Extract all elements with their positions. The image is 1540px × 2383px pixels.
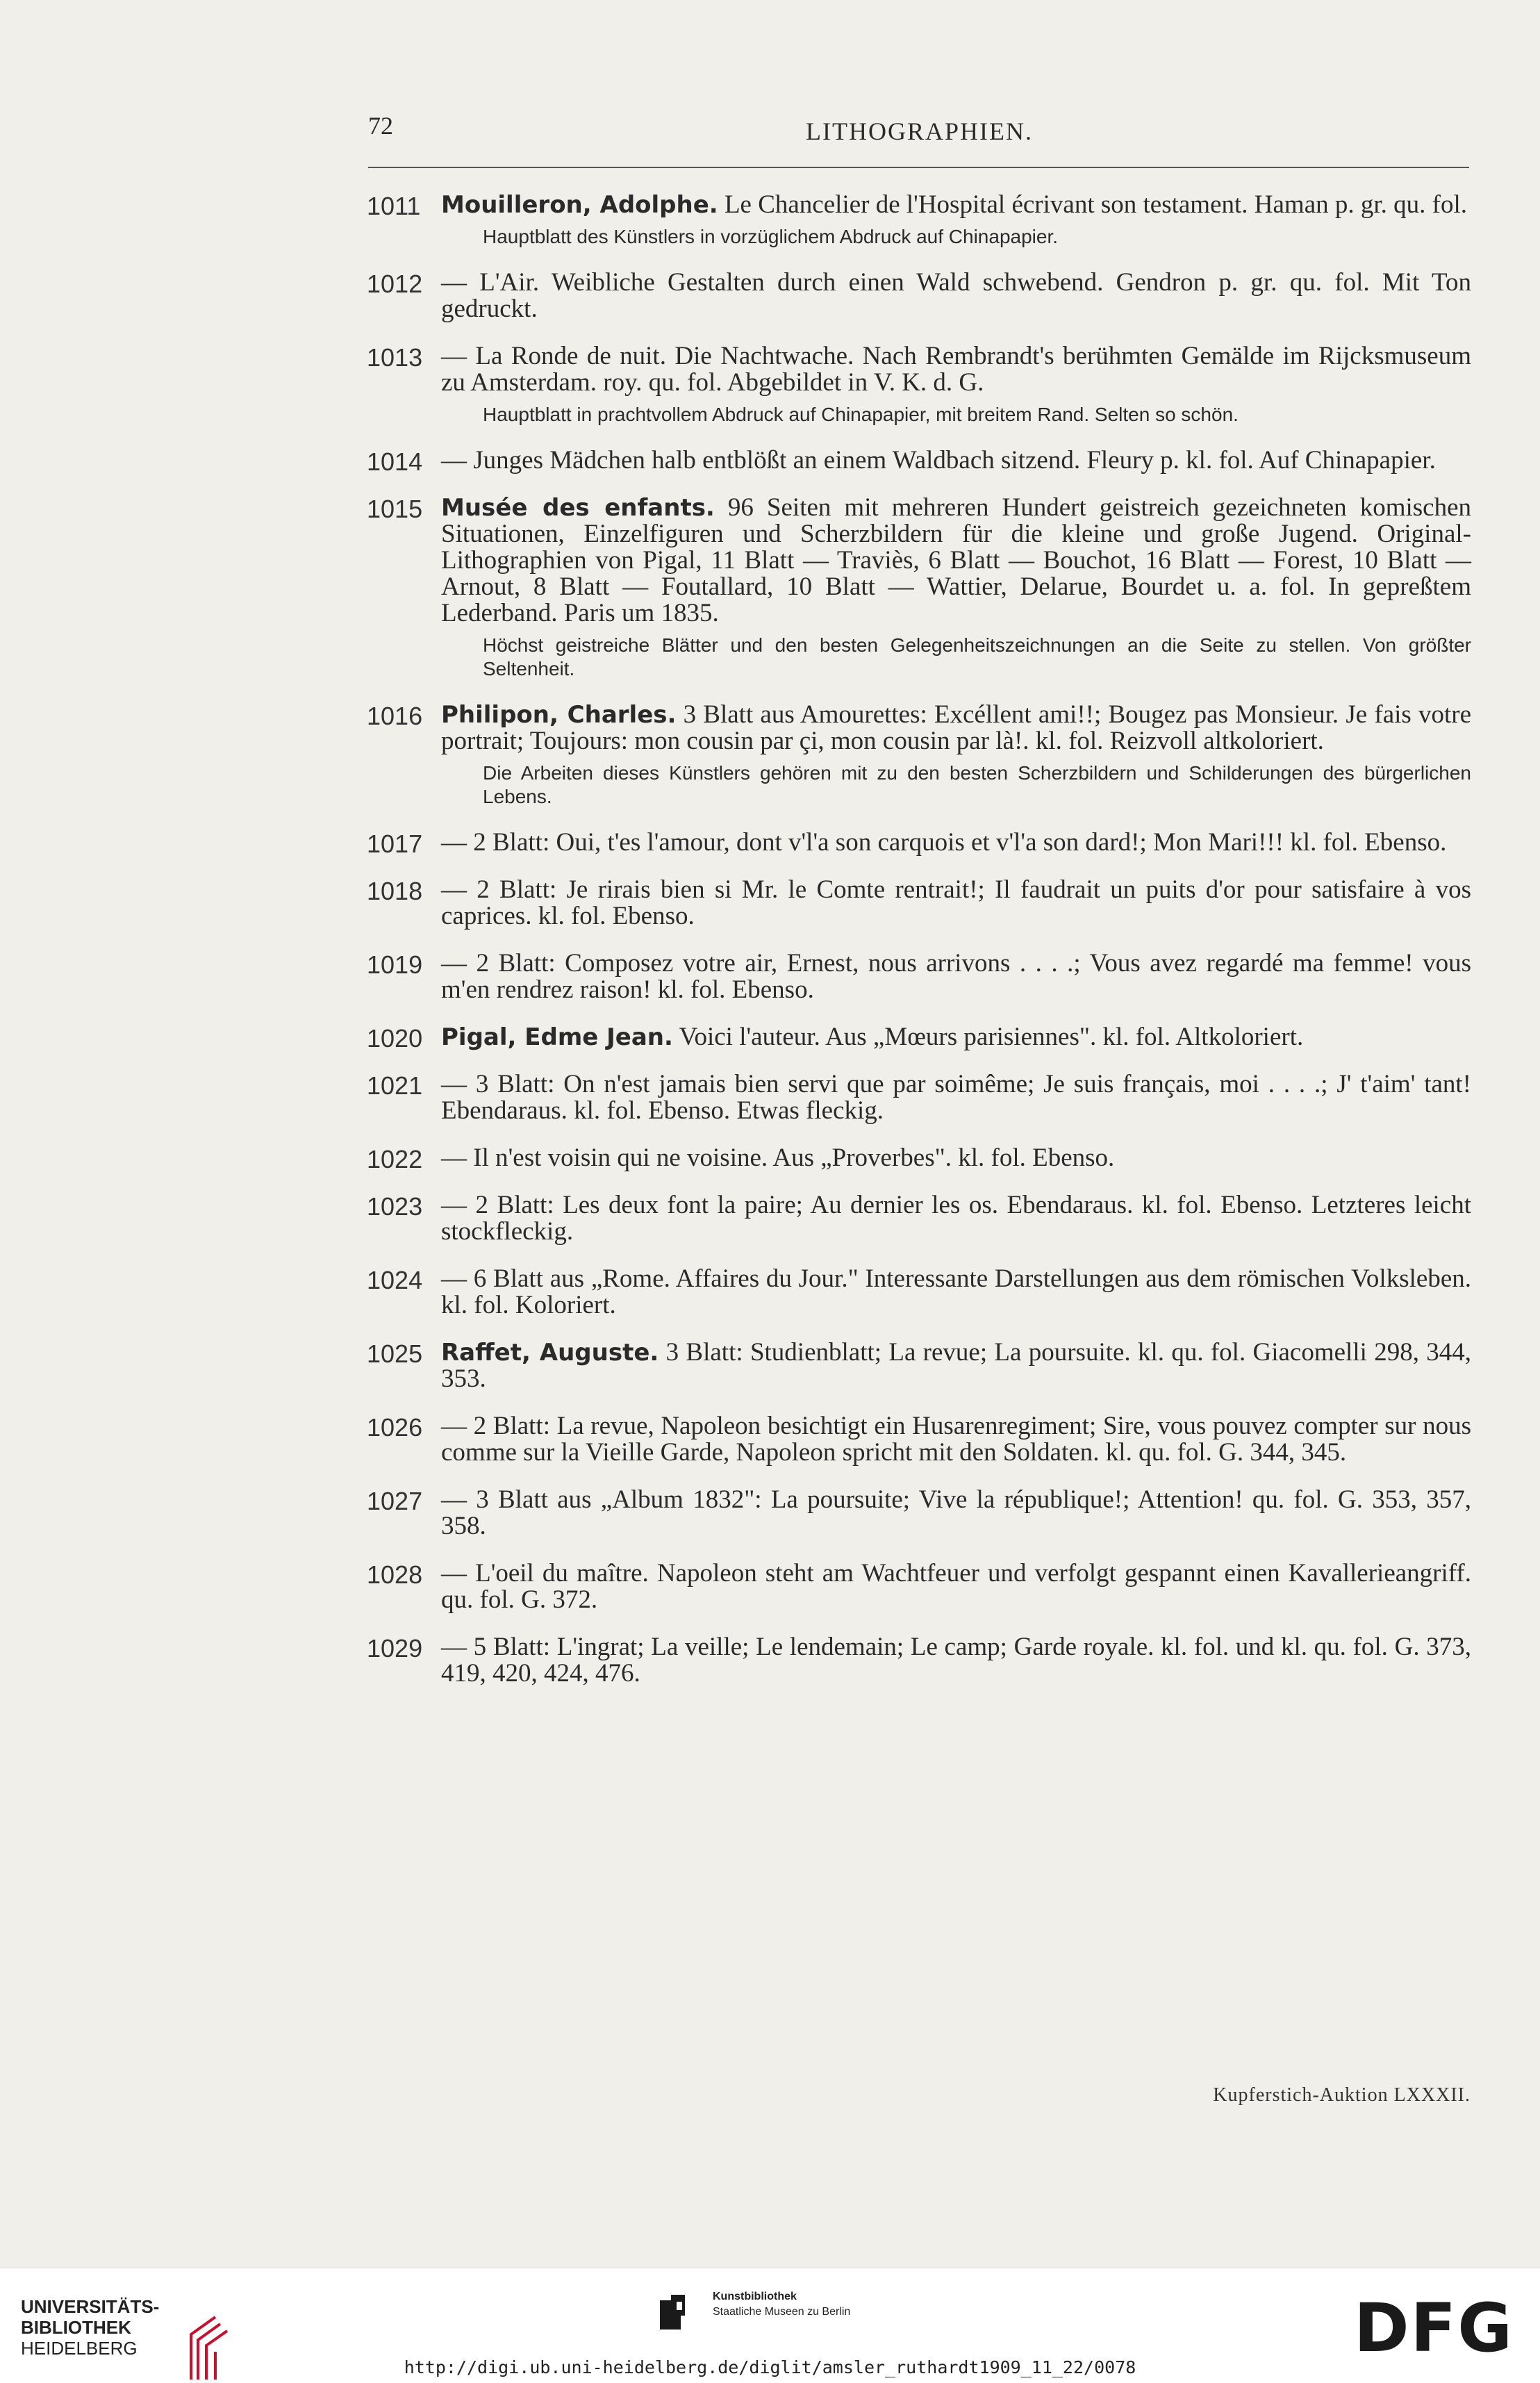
entry-text [441, 192, 1471, 218]
permalink-url[interactable]: http://digi.ub.uni-heidelberg.de/diglit/amsler_ruthardt1909_11_22/0078 [404, 2357, 1136, 2377]
ub-heidelberg-logo[interactable] [21, 2296, 159, 2359]
artist-name: Raffet, Auguste. [441, 1339, 659, 1367]
catalog-entry [367, 1560, 1471, 1613]
catalog-entry [367, 1145, 1471, 1171]
entry-note: Die Arbeiten dieses Künstlers gehören mit zu den besten Scherzbildern und Schilderungen des bürgerlichen Lebens. [483, 762, 1471, 807]
ub-logo-line: UNIVERSITÄTS- [21, 2296, 160, 2317]
catalog-entry [367, 192, 1471, 249]
catalog-entry [367, 1487, 1471, 1540]
footer-note: Kupferstich-Auktion LXXXII. [1213, 2084, 1471, 2106]
entry-text [441, 1339, 1471, 1392]
entry-text [441, 1192, 1471, 1245]
entry-number: 1026 [367, 1413, 423, 1442]
artist-name: Pigal, Edme Jean. [441, 1023, 673, 1051]
entry-text [441, 495, 1471, 627]
catalog-entry [367, 1413, 1471, 1466]
artist-name: Mouilleron, Adolphe. [441, 191, 718, 219]
catalog-entry [367, 343, 1471, 427]
catalog-entry [367, 1634, 1471, 1687]
entry-description: 3 Blatt: Studienblatt; La revue; La poursuite. kl. qu. fol. Giacomelli 298, 344, 353. [441, 1338, 1471, 1393]
page-title: LITHOGRAPHIEN. [806, 117, 1033, 145]
entry-description: — 2 Blatt: Je rirais bien si Mr. le Comte rentrait!; Il faudrait un puits d'or pour satisfaire à vos caprices. kl. fol. Ebenso. [441, 875, 1471, 930]
entry-description: — Il n'est voisin qui ne voisine. Aus „Proverbes". kl. fol. Ebenso. [441, 1144, 1115, 1172]
catalog-entry [367, 950, 1471, 1003]
entry-number: 1020 [367, 1024, 423, 1053]
entry-text [441, 950, 1471, 1003]
entry-text [441, 270, 1471, 322]
entry-text [441, 830, 1471, 856]
artist-name: Musée des enfants. [441, 494, 715, 522]
entry-text [441, 877, 1471, 930]
entry-description: — 2 Blatt: Composez votre air, Ernest, nous arrivons . . . .; Vous avez regardé ma femme! vous m'en rendrez raison! kl. fol. Ebenso. [441, 949, 1471, 1004]
catalog-entry [367, 1339, 1471, 1392]
entry-description: Voici l'auteur. Aus „Mœurs parisiennes". kl. fol. Altkoloriert. [679, 1023, 1304, 1051]
entry-text [441, 1560, 1471, 1613]
entry-number: 1029 [367, 1634, 423, 1663]
ub-logo-line: BIBLIOTHEK [21, 2317, 131, 2338]
entry-number: 1011 [367, 192, 421, 220]
catalog-entry [367, 495, 1471, 681]
catalog-entries [367, 192, 1471, 1708]
artist-name: Philipon, Charles. [441, 701, 677, 729]
entry-number: 1013 [367, 343, 423, 372]
entry-number: 1028 [367, 1560, 423, 1589]
entry-number: 1018 [367, 877, 423, 905]
entry-description: — Junges Mädchen halb entblößt an einem Waldbach sitzend. Fleury p. kl. fol. Auf Chinapapier. [441, 446, 1436, 475]
entry-text [441, 1413, 1471, 1466]
entry-description: — 3 Blatt: On n'est jamais bien servi que par soimême; Je suis français, moi . . . .; J' t'aim' tant! Ebendaraus. kl. fol. Ebenso. Etwas fleckig. [441, 1070, 1471, 1125]
entry-number: 1015 [367, 495, 423, 523]
catalog-entry [367, 447, 1471, 474]
entry-number: 1025 [367, 1339, 423, 1368]
entry-text [441, 1487, 1471, 1540]
entry-number: 1027 [367, 1487, 423, 1515]
entry-number: 1019 [367, 950, 423, 979]
running-head [368, 111, 1469, 168]
entry-description: — 2 Blatt: La revue, Napoleon besichtigt ein Husarenregiment; Sire, vous pouvez compter sur nous comme sur la Vieille Garde, Napoleon spricht mit den Soldaten. kl. qu. fol. G. 344, 345. [441, 1412, 1471, 1467]
catalog-entry [367, 1266, 1471, 1319]
entry-description: — 2 Blatt: Oui, t'es l'amour, dont v'l'a son carquois et v'l'a son dard!; Mon Mari!!! kl. fol. Ebenso. [441, 828, 1447, 857]
entry-number: 1012 [367, 270, 423, 298]
entry-text [441, 1634, 1471, 1687]
entry-description: — L'Air. Weibliche Gestalten durch einen Wald schwebend. Gendron p. gr. qu. fol. Mit Ton gedruckt. [441, 268, 1471, 323]
entry-number: 1022 [367, 1145, 423, 1173]
entry-note: Höchst geistreiche Blätter und den besten Gelegenheitszeichnungen an die Seite zu stellen. Von größter Seltenheit. [483, 634, 1471, 679]
entry-number: 1014 [367, 447, 423, 476]
entry-number: 1024 [367, 1266, 423, 1294]
entry-number: 1021 [367, 1071, 423, 1100]
entry-description: — 2 Blatt: Les deux font la paire; Au dernier les os. Ebendaraus. kl. fol. Ebenso. Letzteres leicht stockfleckig. [441, 1191, 1471, 1246]
entry-note: Hauptblatt des Künstlers in vorzüglichem Abdruck auf Chinapapier. [483, 226, 1059, 247]
entry-description: — L'oeil du maître. Napoleon steht am Wachtfeuer und verfolgt gespannt einen Kavallerieangriff. qu. fol. G. 372. [441, 1559, 1471, 1614]
entry-description: 96 Seiten mit mehreren Hundert geistreich gezeichneten komischen Situationen, Einzelfiguren und Scherzbildern für die kleine und große Jugend. Original-Lithographien von Pigal, 11 Blatt — Traviès, 6 Blatt — Bouchot, 16 Blatt — Forest, 10 Blatt — Arnout, 8 Blatt — Foutallard, 10 Blatt — Wattier, Delarue, Bourdet u. a. fol. In gepreßtem Lederband. Paris um 1835. [441, 493, 1471, 627]
entry-description: — 6 Blatt aus „Rome. Affaires du Jour." Interessante Darstellungen aus dem römischen Volksleben. kl. fol. Koloriert. [441, 1264, 1471, 1319]
catalog-entry [367, 1192, 1471, 1245]
entry-text [441, 447, 1471, 474]
entry-text [441, 702, 1471, 755]
catalog-entry [367, 877, 1471, 930]
catalog-entry [367, 1071, 1471, 1124]
entry-description: 3 Blatt aus Amourettes: Excéllent ami!!; Bougez pas Monsieur. Je fais votre portrait; Toujours: mon cousin par çi, mon cousin par là!. kl. fol. Reizvoll altkoloriert. [441, 700, 1471, 755]
entry-number: 1017 [367, 830, 423, 858]
ub-logo-line: HEIDELBERG [21, 2338, 138, 2359]
kb-subtitle: Staatliche Museen zu Berlin [713, 2306, 851, 2318]
viewer-footer-bar [0, 2268, 1540, 2381]
entry-number: 1023 [367, 1192, 423, 1221]
entry-text [441, 1145, 1471, 1171]
entry-text [441, 1266, 1471, 1319]
kb-title: Kunstbibliothek [713, 2291, 797, 2302]
catalog-entry [367, 1023, 1471, 1053]
catalog-entry [367, 702, 1471, 809]
entry-text [441, 1071, 1471, 1124]
entry-text [441, 343, 1471, 396]
dfg-logo[interactable]: DFG [1353, 2289, 1514, 2367]
entry-note: Hauptblatt in prachtvollem Abdruck auf Chinapapier, mit breitem Rand. Selten so schön. [483, 404, 1239, 425]
entry-description: Le Chancelier de l'Hospital écrivant son testament. Haman p. gr. qu. fol. [724, 190, 1468, 219]
entry-text [441, 1024, 1471, 1050]
entry-description: — La Ronde de nuit. Die Nachtwache. Nach Rembrandt's berühmten Gemälde im Rijcksmuseum zu Amsterdam. roy. qu. fol. Abgebildet in V. K. d. G. [441, 342, 1471, 397]
entry-number: 1016 [367, 702, 423, 730]
kunstbibliothek-icon [659, 2293, 700, 2335]
catalog-entry [367, 830, 1471, 856]
entry-description: — 5 Blatt: L'ingrat; La veille; Le lendemain; Le camp; Garde royale. kl. fol. und kl. qu. fol. G. 373, 419, 420, 424, 476. [441, 1633, 1471, 1688]
entry-description: — 3 Blatt aus „Album 1832": La poursuite; Vive la république!; Attention! qu. fol. G. 353, 357, 358. [441, 1485, 1471, 1540]
page-number: 72 [368, 112, 393, 140]
catalog-entry [367, 270, 1471, 322]
